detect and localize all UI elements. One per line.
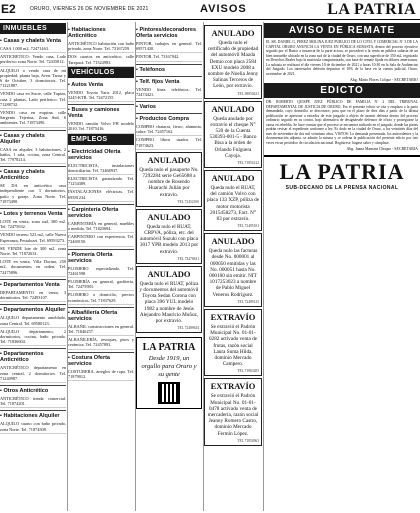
notice-box: [204, 309, 262, 376]
notice-title: ANULADO: [211, 28, 255, 38]
classified-ad: CARPINTERO con experiencia. Tel. 72469150.: [68, 233, 134, 246]
footer-brand: [264, 155, 420, 191]
category-heading: ▪ Habitaciones Alquiler: [0, 410, 66, 420]
classified-ad: COSTURERA, arreglos de ropa. Tel. 71879012.: [68, 368, 134, 381]
classified-ad: ALQUILO o vendo casa de mi propiedad, planta baja, Aven. Tacna y 6 de Octubre, 3 dormitorios. Tel. 71221887.: [0, 67, 66, 91]
classified-ad: VENDO terreno 523 m2, calle Nueva Esperanza, Pestalozzi. Tel. 69593273.: [0, 231, 66, 244]
classified-ad: DEPARTAMENTO en venta, 3 dormitorios. Tel. 72493107.: [0, 289, 66, 302]
classified-ad: VENDO línea telefónica. Tel. 72474421.: [136, 86, 202, 99]
category-heading: ▪ Electricidad Oferta servicios: [68, 147, 134, 162]
notice-code: TEL 72478611: [177, 256, 199, 261]
notice-body: Queda nulo el RUAT, póliza y documentos del automóvil Toyota Sedan Corona con placa 396 YUL modelo 1982 a nombre de Jesús Alejandro Mauricio Muñoz, por extravío.: [139, 280, 199, 325]
edicto-text: DR. ROBERTO QUISPE JUEZ PÚBLICO DE FAMILIA Nº 2 DEL TRIBUNAL DEPARTAMENTAL DE JUSTICIA DE ORURO. Por el presente edicto se cita y emplaza a la parte demandada, cuyo domicilio se desconoce, para que en el plazo de diez días a partir de la última publicación se apersone a estrados de este juzgado a objeto de asumir defensa dentro del proceso ordinario seguido en su contra, bajo alternativa de designársele defensor de oficio y proseguirse la causa en rebeldía. Se hace constar que el proceso se encuentra radicado en el juzgado, donde las partes podrán revisar el expediente conforme a ley. Es dado en la ciudad de Oruro, a los veintitrés días del mes de noviembre de dos mil veintiuno años. VISTOS: La demanda presentada, los antecedentes y la documentación adjunta, se admite la misma y se ordena la publicación del presente edicto por tres veces en un periódico de circulación nacional. Regístrese, hágase saber y cúmplase.: [266, 100, 418, 145]
category-heading: ▪ Habitaciones Anticrético: [68, 25, 134, 40]
notice-box: [136, 266, 202, 333]
category-heading: ▪ Buses y camiones Venta: [68, 104, 134, 120]
remate-banner: AVISO DE REMATE: [264, 23, 420, 38]
classified-ad: VENDO Toyota Yaris 2012, placa 3245-KTR. Tel. 72472155.: [68, 89, 134, 102]
classified-ad: ANTICRÉTICO tienda comercial. Tel. 71874201.: [0, 395, 66, 408]
remate-signature: Abg. Mario Flores Colque - SECRETARIO: [350, 78, 418, 82]
classified-ad: ANTICRÉTICO habitación con baño privado, zona Norte. Tel. 73167259.: [68, 40, 134, 53]
notice-body: Queda nulo el RUAT, del camión Volvo con placa 133 XZP, póliza de motor motorista 2015458273, Fact. N° 83 por extravío.: [207, 185, 260, 223]
page-number: E2: [1, 2, 16, 16]
classified-blocks: [136, 25, 202, 150]
classified-blocks: [0, 36, 66, 434]
classified-ad: ALQUILO departamento amoblado, zona Central. Tel. 69580123.: [0, 314, 66, 327]
notice-body: Queda nulo el RUAT, CRPVA, póliza, etc. del automóvil Suzuki con placa 3017 YPB modelo 2013 por extravío.: [139, 223, 199, 255]
category-heading: ▪ Departamentos Venta: [0, 279, 66, 289]
notice-box: [204, 170, 262, 231]
category-heading: ▪ Otros Anticrético: [0, 385, 66, 395]
notice-title: ANULADO: [211, 173, 255, 184]
notice-title: ANULADO: [147, 211, 191, 222]
category-heading: ▪ Varios: [136, 101, 202, 111]
classifieds-column-3: [136, 23, 202, 511]
remate-text: EL SR. DANIEL G. PEREZ MOLINA JUEZ PUBLICO DE LO CIVIL Y COMERCIAL Nº 3 DE LA CAPITAL ORURO ANUNCIA LA VENTA EN PÚBLICA SUBASTA, dentro del proceso ejecutivo seguido por el Banco a instancia de la parte actora, se procederá a la venta en pública subasta de un bien inmueble ubicado en la zona sud de la ciudad de Oruro, con una superficie de 350 m2, registrado en Derechos Reales bajo la matrícula computarizada, con base de remate fijada en dólares americanos. La subasta se realizará el día viernes 10 de diciembre de 2021 a horas 10:30 en la Sala de Audiencias del Juzgado. Los interesados deberán depositar el 10% de la base en la cuenta judicial. Oruro, noviembre de 2021.: [266, 40, 418, 76]
notice-title: EXTRAVÍO: [210, 311, 256, 322]
notice-body: Queda nulo el pasaporte No. 7292284 serie Ge65688 a nombre de Rosendo Huarachi Julián por extravío.: [139, 166, 199, 198]
notice-title: ANULADO: [147, 154, 191, 165]
classified-ad: LOTE en venta, zona sud, 300 m2. Tel. 72475632.: [0, 218, 66, 231]
classified-ad: PLOMERO a domicilio, precios económicos. Tel. 71837629.: [68, 291, 134, 304]
notice-code: TEL 69850421: [237, 91, 259, 96]
notice-boxes: [204, 25, 262, 446]
category-heading: ▪ Casas y chalets Venta: [0, 36, 66, 45]
notice-box: [204, 25, 262, 99]
classified-ad: ALBAÑIL construcciones en general. Tel. 71846257.: [68, 323, 134, 336]
classified-ad: INSTALACIONES eléctricas. Tel. 69581234.: [68, 188, 134, 201]
promo-title: LA PATRIA: [142, 342, 196, 354]
category-heading: ▪ Telf. fijos Venta: [136, 76, 202, 86]
page-header: [0, 0, 420, 20]
notice-title: ANULADO: [211, 236, 255, 247]
classified-ad: DOS cuartos en anticrético, calle Tarapacá. Tel. 71524983.: [68, 53, 134, 66]
notice-code: TEL 71854963: [237, 438, 259, 443]
category-heading: ▪ Departamentos Anticrético: [0, 348, 66, 364]
notices-column: [204, 23, 262, 511]
classified-ad: ELECTRICISTA garantizado. Tel. 71254389.: [68, 175, 134, 188]
classified-ad: LOTE en venta, Villa Dorina, 250 m2, documentos en orden. Tel. 72475896.: [0, 258, 66, 277]
edicto-banner: EDICTO: [264, 83, 420, 98]
classified-ad: SE VENDE lote de 300 m2, zona Norte. Tel. 71872631.: [0, 245, 66, 258]
classified-ad: COMPRO libros usados. Tel. 71874623.: [136, 136, 202, 149]
notice-body: Queda nulo las facturas desde No. 000001 al 000050 emitidas y las No. 000051 hasta No. 000100 sin emitir. NIT 1017253023 a nombre de Pablo Miguel Veneros Rodríguez.: [208, 248, 258, 298]
notice-title: ANULADO: [211, 103, 255, 114]
category-heading: ▪ Productos Compra: [136, 113, 202, 123]
classified-blocks: [68, 80, 134, 134]
notice-code: TEL 72485101: [237, 224, 259, 229]
category-heading: ▪ Teléfonos: [136, 64, 202, 74]
classified-blocks: [68, 25, 134, 67]
classified-ad: COMPRO chatarra, fierro, aluminio, cobre. Tel. 72457162.: [136, 123, 202, 136]
category-heading: ▪ Albañilería Oferta servicios: [68, 307, 134, 323]
promo-slogan: Desde 1919, un orgullo para Oruro y su gente: [141, 355, 197, 379]
classified-ad: VENDO casa en esquina, calle Sargento Tejerina, Zona Sud, 6 ambientes. Tel. 71873490.: [0, 109, 66, 128]
notice-body: Queda anulado por extravío el cheque N° 520 de la Cuenta 530393-001-5 - Banco Bisa a la orden de Orlando Fulguera Cayoja.: [209, 115, 257, 159]
category-heading: ▪ Plomería Oferta servicios: [68, 249, 134, 265]
category-heading: ▪ Casas y chalets Anticrético: [0, 166, 66, 182]
classifieds-column-2: [68, 23, 134, 511]
notice-code: TEL 72452100: [177, 199, 199, 204]
legal-notices-column: [264, 23, 420, 511]
qr-code-icon: [158, 382, 180, 404]
footer-logo: LA PATRIA: [279, 159, 405, 184]
notice-code: TEL 72489634: [177, 326, 199, 331]
section-banner-inmuebles: INMUEBLES: [0, 23, 66, 34]
classified-ad: ANTICRETICO: Vendo casa, Lado periferico zona Norte. Tel. 72435812.: [0, 53, 66, 66]
newspaper-promo: [136, 337, 202, 409]
classified-ad: ALQUILO departamento, 2 dormitorios, cocina, baño privado. Tel. 71836604.: [0, 328, 66, 347]
classified-ad: CASA 1.000 m2, 72471463.: [0, 45, 66, 53]
classified-ad: VENDO camión Volvo FH modelo 2010. Tel. 71875416.: [68, 120, 134, 133]
classified-ad: SE DA en anticrético casa independiente con 3 dormitorios, patio y garaje. Zona Norte. Tel. 71873490.: [0, 182, 66, 206]
category-heading: ▪ Pintores/decoradores Oferta servicios: [136, 25, 202, 40]
classified-ad: PLOMERÍA en general, gasfitería. Tel. 72475983.: [68, 278, 134, 291]
notice-box: [204, 233, 262, 307]
notice-code: TEL 71854122: [237, 161, 259, 166]
notice-body: Se extravió el Padrón Municipal No. 01-01-0478 activado venta de mercadería, razón social Jeanny Romero Castro, dominio Mercado Fermín López.: [207, 393, 259, 437]
classified-ad: CASA en alquiler, 3 habitaciones, 2 baños, 1 sala, cocina, zona Central. Tel. 77978214.: [0, 146, 66, 165]
section-banner-vehiculos: VEHÍCULOS: [68, 67, 134, 78]
category-heading: ▪ Departamentos Alquiler: [0, 304, 66, 314]
classified-ad: PLOMERO especializado. Tel. 72461598.: [68, 265, 134, 278]
notice-code: TEL 71863205: [237, 369, 259, 374]
classified-ad: ELECTRICISTA, instalaciones domiciliarias. Tel. 72468937.: [68, 162, 134, 175]
classified-blocks: [68, 147, 134, 381]
classified-ad: ALQUILO cuarto con baño privado, zona Norte. Tel. 71874508.: [0, 420, 66, 433]
newspaper-logo: LA PATRIA: [327, 1, 416, 18]
section-title: AVISOS: [200, 3, 247, 15]
classified-ad: PINTOR. Tel. 73167942.: [136, 53, 202, 61]
notice-body: Se extravió el Padrón Municipal No. 01-01-0282 activado venta de frutas, razón social Laura Suma Hilda, dominio Mercado Campero.: [209, 323, 257, 368]
category-heading: ▪ Carpintería Oferta servicios: [68, 204, 134, 220]
notice-box: [136, 152, 202, 207]
classifieds-column-1: [0, 23, 66, 511]
notice-title: ANULADO: [147, 268, 191, 279]
notice-box: [204, 101, 262, 168]
notice-box: [136, 209, 202, 264]
section-banner-empleos: EMPLEOS: [68, 134, 134, 145]
classified-ad: PINTOR, trabajos en general. Tel. 69571430.: [136, 40, 202, 53]
classified-ad: ANTICRÉTICO departamento en zona central, 2 dormitorios. Tel. 71240987.: [0, 364, 66, 383]
category-heading: ▪ Lotes y terrenos Venta: [0, 208, 66, 218]
notice-body: Queda nulo el certificado de propiedad del automóvil Mazda Demio con placa 2584 EXU modelo 2008 a nombre de Noelia Jenny Salinas Terceros de León, por extravío.: [207, 40, 259, 90]
category-heading: ▪ Costura Oferta servicios: [68, 352, 134, 368]
category-heading: ▪ Autos Venta: [68, 80, 134, 89]
issue-date: ORURO, VIERNES 26 DE NOVIEMBRE DE 2021: [30, 6, 149, 12]
notice-title: EXTRAVÍO: [210, 381, 256, 392]
notice-box: [204, 378, 262, 445]
classified-ad: ALBAÑILERÍA, revoques, pisos y cerámica. Tel. 72457893.: [68, 336, 134, 349]
classified-ad: CARPINTERÍA en general, muebles a medida. Tel. 71823694.: [68, 220, 134, 233]
notice-code: TEL 72489125: [237, 299, 259, 304]
category-heading: ▪ Casas y chalets Alquiler: [0, 130, 66, 146]
edicto-signature: Abg. Juana Mamani Choque - SECRETARIA: [346, 147, 418, 151]
classified-ad: VENDO casa en Sucre, calle Tupiza, casa 2 plantas, Lado periferico. Tel. 71288732.: [0, 90, 66, 109]
notice-boxes: [136, 152, 202, 333]
footer-tagline: SUB-DECANO DE LA PRENSA NACIONAL: [285, 185, 399, 191]
